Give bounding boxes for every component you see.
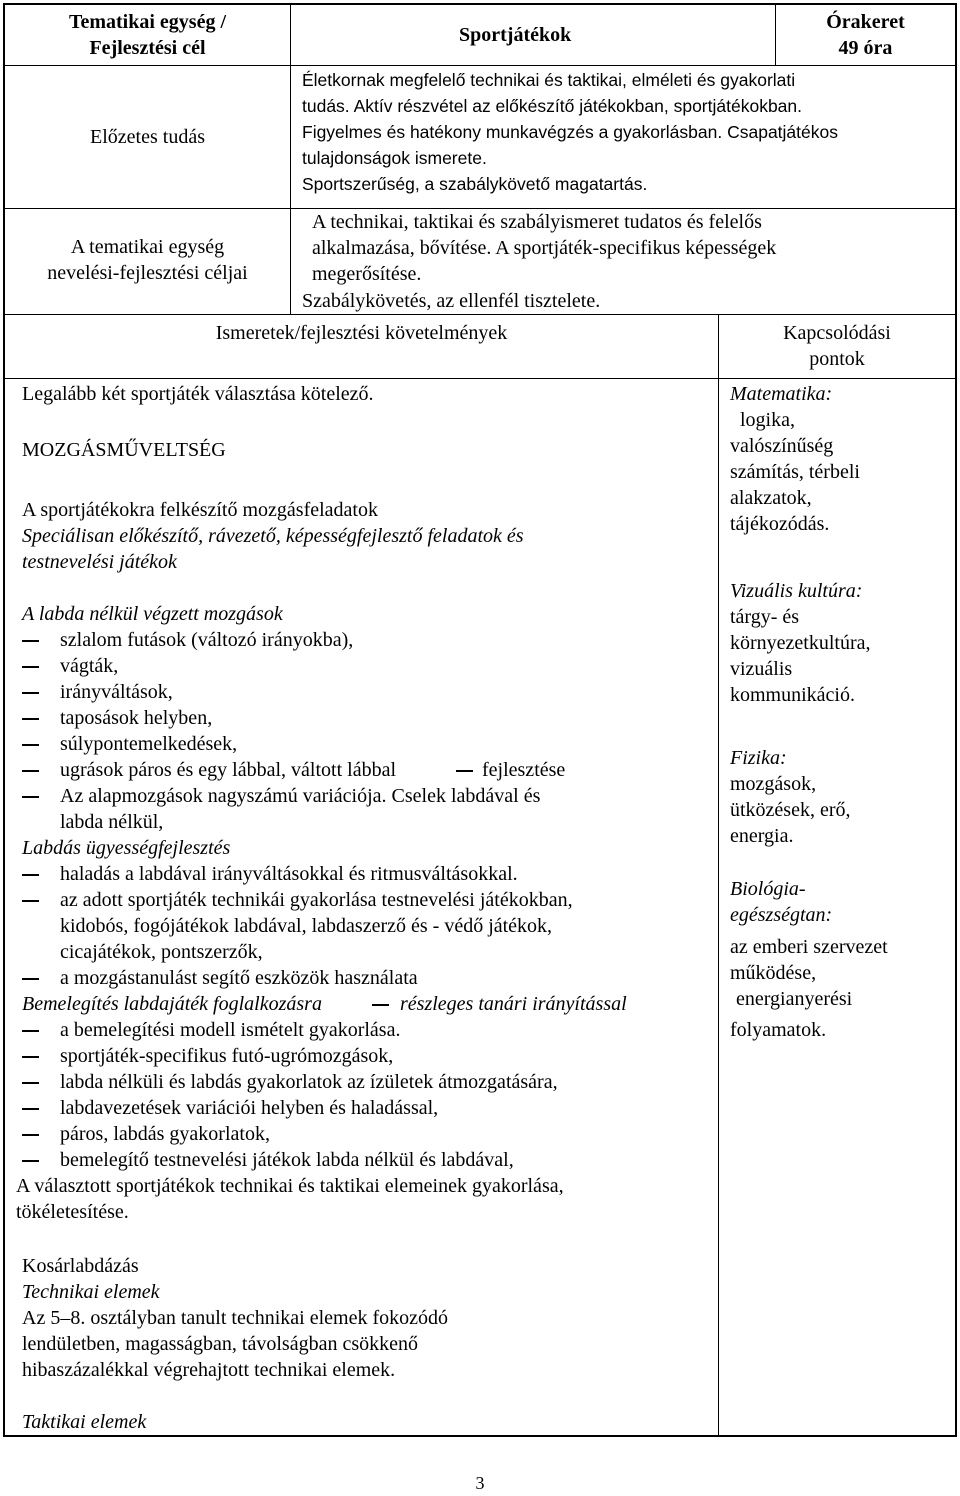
connection-line: működése, <box>730 962 817 984</box>
list-dash <box>22 978 39 980</box>
list-item-continuation: fejlesztése <box>482 759 566 781</box>
no-ball-title: A labda nélkül végzett mozgások <box>22 603 283 625</box>
warmup-title-continuation: részleges tanári irányítással <box>400 993 627 1015</box>
connection-line: az emberi szervezet <box>730 936 888 958</box>
list-dash <box>22 1082 39 1084</box>
prior-knowledge-line: tudás. Aktív részvétel az előkészítő játékokban, sportjátékokban. <box>302 96 802 116</box>
list-item: labdavezetések variációi helyben és haladással, <box>60 1097 439 1119</box>
connection-subject: Vizuális kultúra: <box>730 580 863 602</box>
connection-subject: Biológia- <box>730 878 806 900</box>
section-title: MOZGÁSMŰVELTSÉG <box>22 439 226 461</box>
prior-knowledge-line: Életkornak megfelelő technikai és taktikai, elméleti és gyakorlati <box>302 70 796 90</box>
list-dash <box>22 692 39 694</box>
list-item: súlypontemelkedések, <box>60 733 238 755</box>
requirements-header: Ismeretek/fejlesztési követelmények <box>215 322 508 344</box>
table-border-right <box>955 3 957 1437</box>
list-item: szlalom futások (változó irányokba), <box>60 629 354 651</box>
intro-text: Legalább két sportjáték választása kötelező. <box>22 383 374 405</box>
list-dash <box>22 1134 39 1136</box>
list-item: Az alapmozgások nagyszámú variációja. Cselek labdával és <box>60 785 541 807</box>
technical-line: hibaszázalékkal végrehajtott technikai elemek. <box>22 1359 396 1381</box>
ball-skill-title: Labdás ügyességfejlesztés <box>22 837 231 859</box>
prior-knowledge-line: Sportszerűség, a szabálykövető magatartás. <box>302 174 648 194</box>
connection-subject: Fizika: <box>730 747 787 769</box>
list-dash <box>22 796 39 798</box>
list-dash <box>22 900 39 902</box>
closing-text: A választott sportjátékok technikai és taktikai elemeinek gyakorlása, <box>16 1175 564 1197</box>
goals-line: A technikai, taktikai és szabályismeret tudatos és felelős <box>312 211 762 233</box>
connection-line: számítás, térbeli <box>730 461 860 483</box>
warmup-title: Bemelegítés labdajáték foglalkozásra <box>22 993 322 1015</box>
connections-header-line-2: pontok <box>809 348 865 370</box>
list-item: taposások helyben, <box>60 707 213 729</box>
list-dash <box>22 666 39 668</box>
list-dash <box>22 1030 39 1032</box>
list-item: vágták, <box>60 655 119 677</box>
basketball-title: Kosárlabdázás <box>22 1255 139 1277</box>
unit-title: Sportjátékok <box>459 24 572 46</box>
connection-line: tájékozódás. <box>730 513 830 535</box>
connection-line: környezetkultúra, <box>730 632 871 654</box>
list-item: páros, labdás gyakorlatok, <box>60 1123 270 1145</box>
list-item: haladás a labdával irányváltásokkal és ritmusváltásokkal. <box>60 863 518 885</box>
list-item: labda nélküli és labdás gyakorlatok az ízületek átmozgatására, <box>60 1071 558 1093</box>
connection-line: ütközések, erő, <box>730 799 851 821</box>
requirements-header-divider <box>3 378 957 379</box>
connection-line: folyamatok. <box>730 1019 827 1041</box>
hours-value: 49 óra <box>838 37 893 59</box>
list-item: bemelegítő testnevelési játékok labda nélkül és labdával, <box>60 1149 514 1171</box>
connection-line: energianyerési <box>736 988 853 1010</box>
list-item-continuation: cicajátékok, pontszerzők, <box>60 941 263 963</box>
page-number: 3 <box>475 1473 485 1493</box>
list-dash <box>22 874 39 876</box>
list-item: az adott sportjáték technikái gyakorlása testnevelési játékokban, <box>60 889 573 911</box>
connection-line: vizuális <box>730 658 793 680</box>
unit-label-line-1: Tematikai egység / <box>68 11 227 33</box>
subsection-description: Speciálisan előkészítő, rávezető, képességfejlesztő feladatok és <box>22 525 524 547</box>
table-border-bottom <box>3 1435 957 1437</box>
list-item: a bemelegítési modell ismételt gyakorlása. <box>60 1019 401 1041</box>
list-item-continuation: kidobós, fogójátékok labdával, labdaszerző és - védő játékok, <box>60 915 553 937</box>
label-column-divider <box>290 3 291 315</box>
goals-line: Szabálykövetés, az ellenfél tisztelete. <box>302 290 601 312</box>
subsection-description: testnevelési játékok <box>22 551 177 573</box>
list-dash <box>22 718 39 720</box>
list-item: a mozgástanulást segítő eszközök használata <box>60 967 418 989</box>
table-border-top <box>3 3 957 5</box>
list-dash <box>22 1108 39 1110</box>
goals-requirements-divider <box>3 314 957 315</box>
unit-label-line-2: Fejlesztési cél <box>89 37 206 59</box>
list-dash <box>22 770 39 772</box>
prior-knowledge-line: tulajdonságok ismerete. <box>302 148 487 168</box>
prior-knowledge-label: Előzetes tudás <box>90 126 205 148</box>
hours-label: Órakeret <box>826 11 905 33</box>
list-dash <box>22 744 39 746</box>
technical-title: Technikai elemek <box>22 1281 160 1303</box>
goals-label-line-2: nevelési-fejlesztési céljai <box>47 262 248 284</box>
connections-column-divider <box>718 314 719 1436</box>
list-dash <box>456 770 473 772</box>
list-dash <box>22 1160 39 1162</box>
table-border-left <box>3 3 5 1437</box>
tactical-title: Taktikai elemek <box>22 1411 147 1433</box>
connection-line: alakzatok, <box>730 487 812 509</box>
list-item-continuation: labda nélkül, <box>60 811 164 833</box>
list-item: ugrások páros és egy lábbal, váltott lábbal <box>60 759 397 781</box>
connection-line: logika, <box>740 409 795 431</box>
list-dash <box>22 1056 39 1058</box>
connection-line: valószínűség <box>730 435 834 457</box>
list-dash <box>22 640 39 642</box>
list-item: irányváltások, <box>60 681 173 703</box>
header-row-divider <box>3 65 957 66</box>
connection-line: tárgy- és <box>730 606 800 628</box>
goals-line: megerősítése. <box>312 263 422 285</box>
list-item: sportjáték-specifikus futó-ugrómozgások, <box>60 1045 394 1067</box>
connections-header-line-1: Kapcsolódási <box>783 322 891 344</box>
technical-line: Az 5–8. osztályban tanult technikai elemek fokozódó <box>22 1307 448 1329</box>
list-dash <box>372 1004 389 1006</box>
closing-text: tökéletesítése. <box>16 1201 129 1223</box>
goals-label-line-1: A tematikai egység <box>70 236 225 258</box>
goals-line: alkalmazása, bővítése. A sportjáték-specifikus képességek <box>312 237 777 259</box>
technical-line: lendületben, magasságban, távolságban csökkenő <box>22 1333 418 1355</box>
connection-line: energia. <box>730 825 794 847</box>
connection-subject: Matematika: <box>730 383 833 405</box>
subsection-title: A sportjátékokra felkészítő mozgásfeladatok <box>22 499 378 521</box>
connection-subject: egészségtan: <box>730 904 833 926</box>
prior-knowledge-line: Figyelmes és hatékony munkavégzés a gyakorlásban. Csapatjátékos <box>302 122 838 142</box>
connection-line: kommunikáció. <box>730 684 855 706</box>
connection-line: mozgások, <box>730 773 817 795</box>
